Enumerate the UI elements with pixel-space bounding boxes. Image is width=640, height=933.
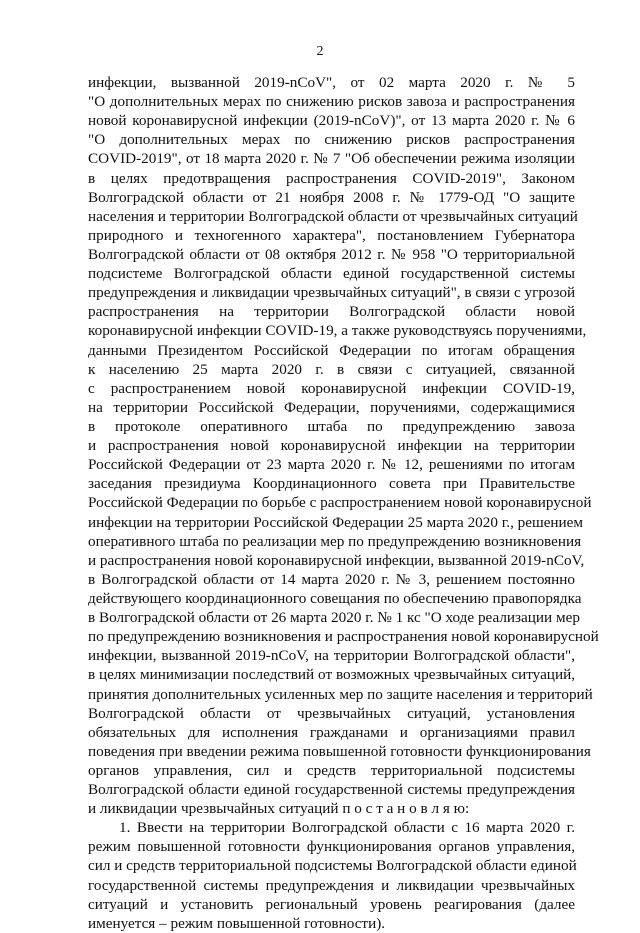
text-line: данными Президентом Российской Федерации по итогам обращения bbox=[88, 341, 575, 359]
text-line: Российской Федерации по борьбе с распространением новой коронавирусной bbox=[88, 494, 592, 512]
text-line: сил и средств территориальной подсистемы Волгоградской области единой bbox=[88, 857, 577, 875]
text-line: режим повышенной готовности функционирования органов управления, bbox=[88, 838, 575, 856]
text-line: и ликвидации чрезвычайных ситуаций п о с т а н о в л я ю: bbox=[88, 800, 470, 818]
text-line: в протоколе оперативного штаба по предупреждению завоза bbox=[88, 417, 575, 435]
text-line: по предупреждению возникновения и распространения новой коронавирусной bbox=[88, 628, 599, 646]
text-line: природного и техногенного характера", постановлением Губернатора bbox=[88, 226, 575, 244]
text-line: на территории Российской Федерации, поручениями, содержащимися bbox=[88, 398, 575, 416]
text-line: инфекции, вызванной 2019-nCoV, на территории Волгоградской области", bbox=[88, 647, 575, 665]
text-line: действующего координационного совещания по обеспечению правопорядка bbox=[88, 589, 582, 607]
text-line: принятия дополнительных усиленных мер по защите населения и территорий bbox=[88, 685, 593, 703]
text-line: COVID-2019", от 18 марта 2020 г. № 7 "Об обеспечении режима изоляции bbox=[88, 150, 575, 168]
text-line: Волгоградской области от 21 ноября 2008 г. № 1779-ОД "О защите bbox=[88, 188, 575, 206]
text-line: в Волгоградской области от 14 марта 2020 г. № 3, решением постоянно bbox=[88, 570, 575, 588]
text-line: обязательных для исполнения гражданами и организациями правил bbox=[88, 723, 575, 741]
text-line: Волгоградской области единой государственной системы предупреждения bbox=[88, 781, 575, 799]
text-line: к населению 25 марта 2020 г. в связи с ситуацией, связанной bbox=[88, 360, 575, 378]
text-line: Российской Федерации от 23 марта 2020 г. № 12, решениями по итогам bbox=[88, 456, 575, 474]
text-line: распространения на территории Волгоградской области новой bbox=[88, 303, 575, 321]
text-line: государственной системы предупреждения и ликвидации чрезвычайных bbox=[88, 876, 575, 894]
text-line: коронавирусной инфекции COVID-19, а также руководствуясь поручениями, bbox=[88, 322, 587, 340]
text-line: населения и территории Волгоградской области от чрезвычайных ситуаций bbox=[88, 207, 578, 225]
text-line: с распространением новой коронавирусной инфекции COVID-19, bbox=[88, 379, 575, 397]
text-line: "О дополнительных мерах по снижению рисков распространения bbox=[88, 131, 575, 149]
text-line: "О дополнительных мерах по снижению рисков завоза и распространения bbox=[88, 93, 575, 111]
text-line: заседания президиума Координационного совета при Правительстве bbox=[88, 475, 575, 493]
text-line: органов управления, сил и средств территориальной подсистемы bbox=[88, 761, 575, 779]
text-line: в целях минимизации последствий от возможных чрезвычайных ситуаций, bbox=[88, 666, 575, 684]
text-line: предупреждения и ликвидации чрезвычайных ситуаций", в связи с угрозой bbox=[88, 284, 576, 302]
text-line: именуется – режим повышенной готовности). bbox=[88, 914, 386, 932]
text-line: и распространения новой коронавирусной инфекции, вызванной 2019-nCoV, bbox=[88, 551, 585, 569]
text-line: инфекции на территории Российской Федерации 25 марта 2020 г., решением bbox=[88, 513, 584, 531]
text-line: в Волгоградской области от 26 марта 2020 г. № 1 кс "О ходе реализации мер bbox=[88, 609, 580, 627]
text-line: Волгоградской области от чрезвычайных ситуаций, установления bbox=[88, 704, 575, 722]
text-line: Волгоградской области от 08 октября 2012 г. № 958 "О территориальной bbox=[88, 245, 575, 263]
text-line: и распространения новой коронавирусной инфекции на территории bbox=[88, 437, 575, 455]
page-number: 2 bbox=[316, 44, 324, 59]
text-line: 1. Ввести на территории Волгоградской области с 16 марта 2020 г. bbox=[119, 819, 575, 837]
text-line: инфекции, вызванной 2019-nCoV", от 02 марта 2020 г. № 5 bbox=[88, 74, 575, 91]
text-line: ситуаций и установить региональный уровень реагирования (далее bbox=[88, 895, 575, 913]
text-line: новой коронавирусной инфекции (2019-nCoV)", от 13 марта 2020 г. № 6 bbox=[88, 112, 575, 130]
text-line: оперативного штаба по реализации мер по предупреждению возникновения bbox=[88, 532, 582, 550]
text-line: подсистеме Волгоградской области единой государственной системы bbox=[88, 265, 575, 283]
text-line: в целях предотвращения распространения COVID-2019", Законом bbox=[88, 169, 575, 187]
document-body-text bbox=[88, 73, 599, 933]
text-line: поведения при введении режима повышенной готовности функционирования bbox=[88, 742, 591, 760]
